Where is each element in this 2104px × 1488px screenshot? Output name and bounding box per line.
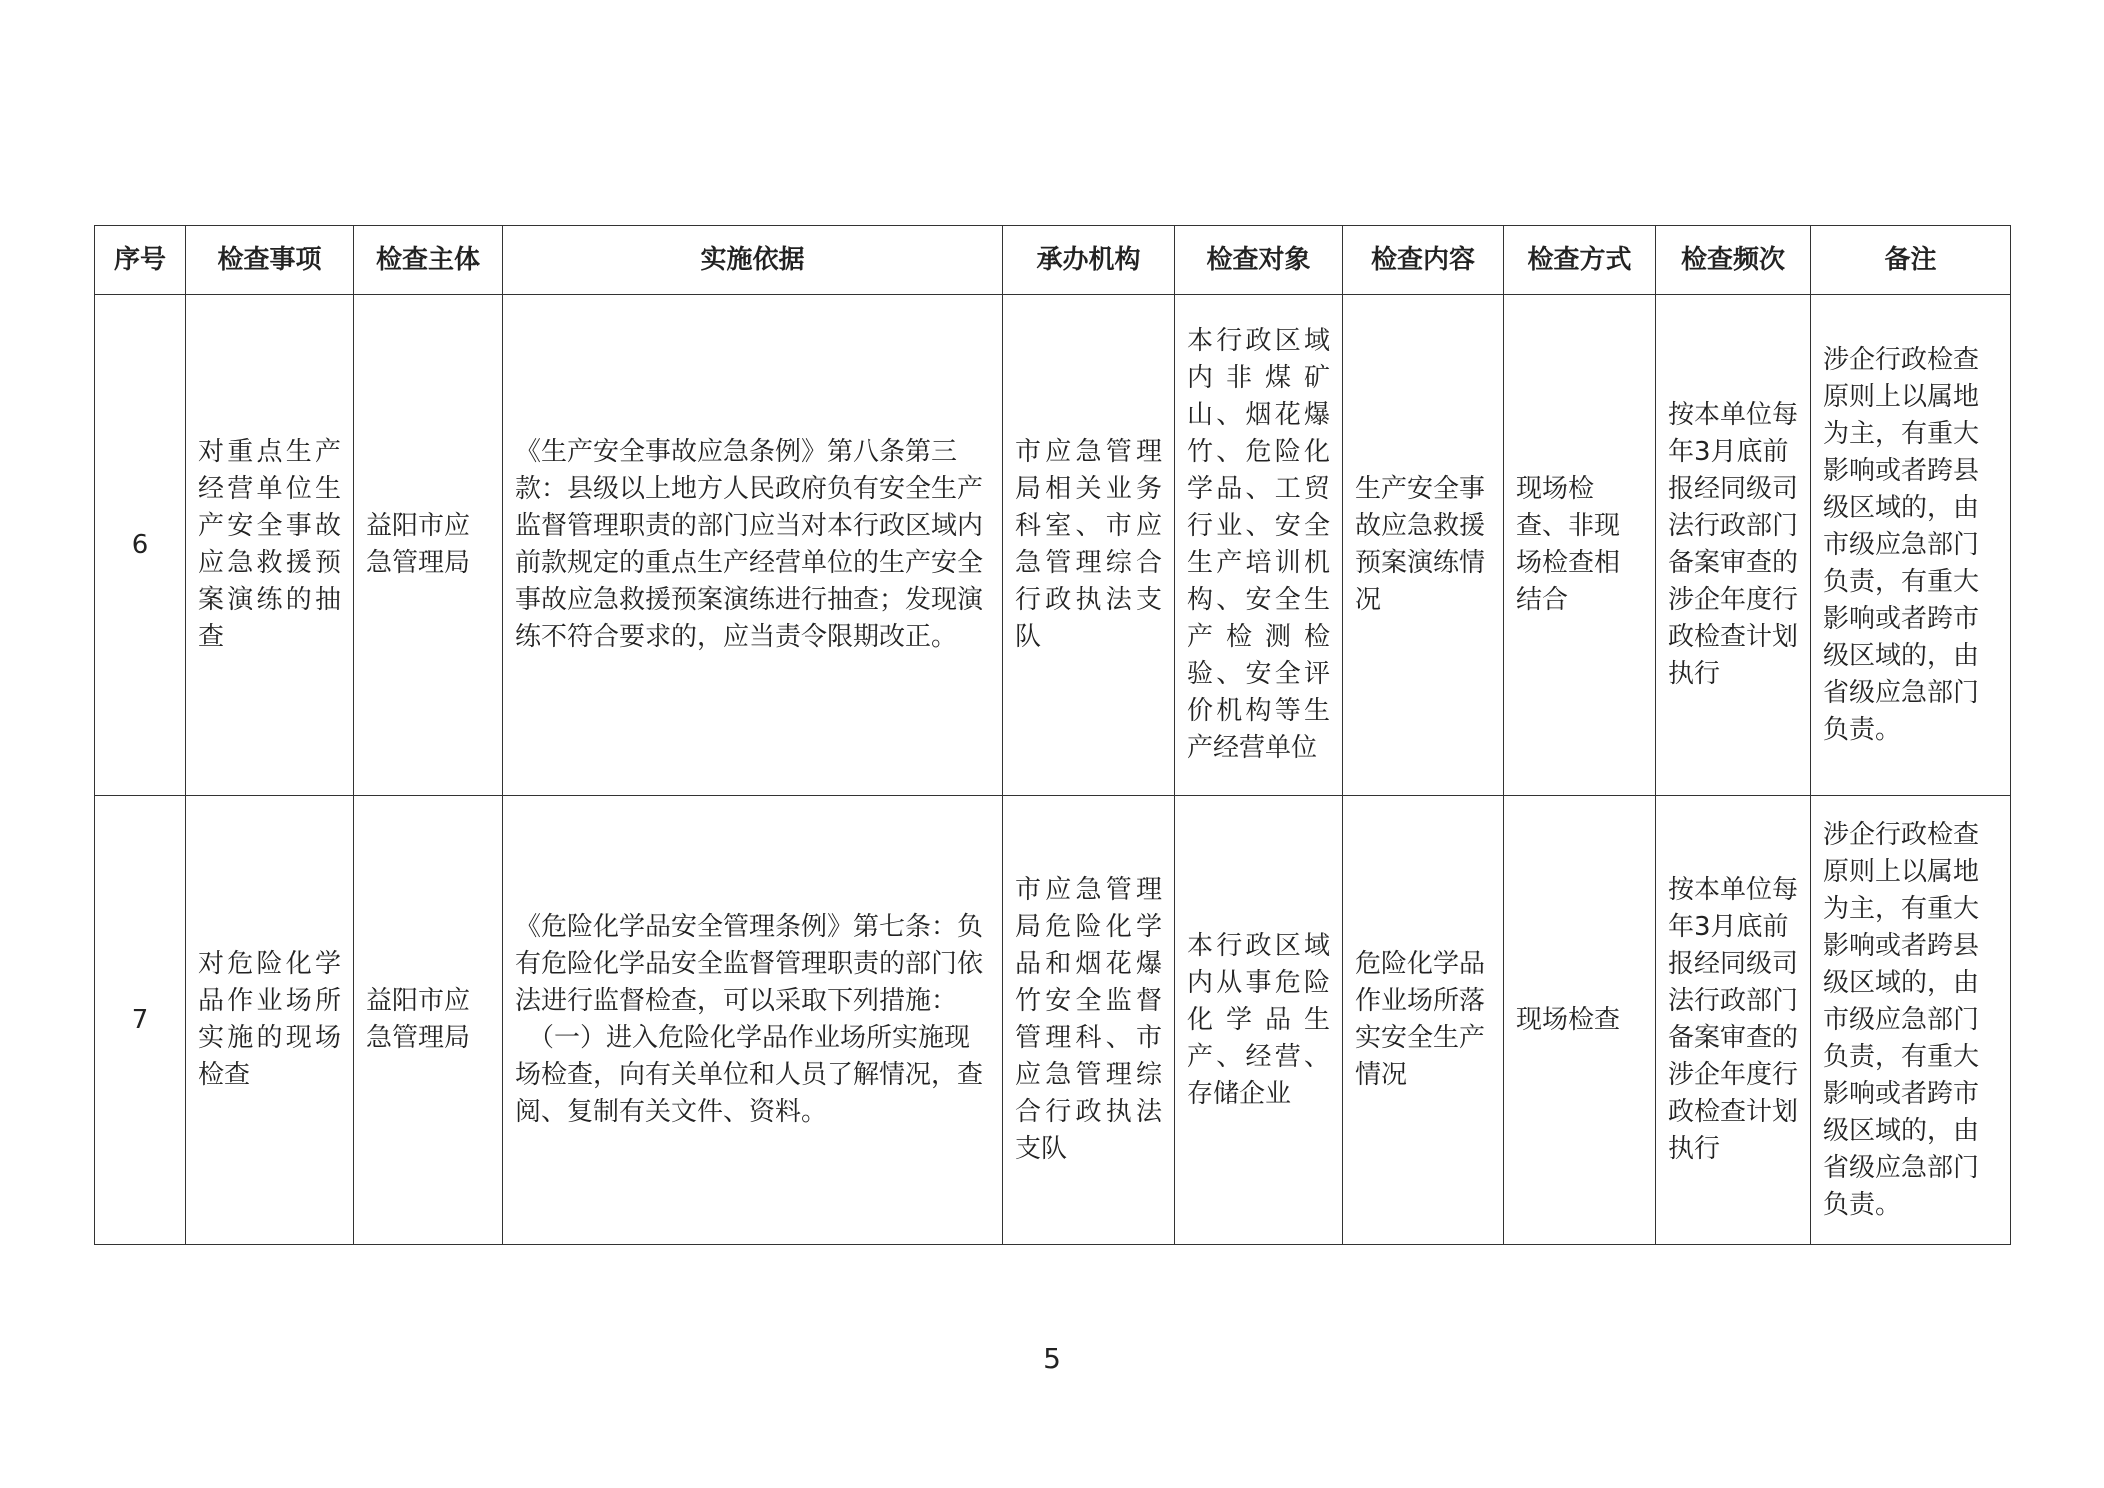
table-row [95, 796, 2011, 1245]
header-method: 检查方式 [1504, 226, 1656, 295]
cell-method: 现场检查 [1504, 796, 1656, 1245]
cell-content: 危险化学品作业场所落实安全生产情况 [1343, 796, 1504, 1245]
header-remark: 备注 [1811, 226, 2011, 295]
cell-agency: 市应急管理局危险化学品和烟花爆竹安全监督管理科、市应急管理综合行政执法支队 [1003, 796, 1175, 1245]
cell-agency: 市应急管理局相关业务科室、市应急管理综合行政执法支队 [1003, 295, 1175, 796]
cell-seq: 6 [95, 295, 186, 796]
cell-item: 对危险化学品作业场所实施的现场检查 [186, 796, 354, 1245]
cell-basis: 《危险化学品安全管理条例》第七条：负有危险化学品安全监督管理职责的部门依法进行监督检查，可以采取下列措施： （一）进入危险化学品作业场所实施现场检查，向有关单位和人员了解情况，查阅、复制有关文件、资料。 [503, 796, 1003, 1245]
cell-basis: 《生产安全事故应急条例》第八条第三款：县级以上地方人民政府负有安全生产监督管理职责的部门应当对本行政区域内前款规定的重点生产经营单位的生产安全事故应急救援预案演练进行抽查；发现演练不符合要求的，应当责令限期改正。 [503, 295, 1003, 796]
table-row [95, 295, 2011, 796]
cell-content: 生产安全事故应急救援预案演练情况 [1343, 295, 1504, 796]
cell-remark: 涉企行政检查原则上以属地为主，有重大影响或者跨县级区域的，由市级应急部门负责，有重大影响或者跨市级区域的，由省级应急部门负责。 [1811, 295, 2011, 796]
page-number: 5 [1043, 1342, 1061, 1375]
header-target: 检查对象 [1175, 226, 1343, 295]
header-item: 检查事项 [186, 226, 354, 295]
cell-seq: 7 [95, 796, 186, 1245]
header-subject: 检查主体 [354, 226, 503, 295]
cell-frequency: 按本单位每年3月底前报经同级司法行政部门备案审查的涉企年度行政检查计划执行 [1656, 796, 1811, 1245]
header-content: 检查内容 [1343, 226, 1504, 295]
cell-target: 本行政区域内非煤矿山、烟花爆竹、危险化学品、工贸行业、安全生产培训机构、安全生产检测检验、安全评价机构等生产经营单位 [1175, 295, 1343, 796]
cell-subject: 益阳市应急管理局 [354, 796, 503, 1245]
header-agency: 承办机构 [1003, 226, 1175, 295]
header-frequency: 检查频次 [1656, 226, 1811, 295]
table-header-row [95, 226, 2011, 295]
cell-remark: 涉企行政检查原则上以属地为主，有重大影响或者跨县级区域的，由市级应急部门负责，有重大影响或者跨市级区域的，由省级应急部门负责。 [1811, 796, 2011, 1245]
cell-method: 现场检查、非现场检查相结合 [1504, 295, 1656, 796]
inspection-table [94, 225, 2011, 1245]
cell-subject: 益阳市应急管理局 [354, 295, 503, 796]
cell-frequency: 按本单位每年3月底前报经同级司法行政部门备案审查的涉企年度行政检查计划执行 [1656, 295, 1811, 796]
cell-target: 本行政区域内从事危险化学品生产、经营、存储企业 [1175, 796, 1343, 1245]
cell-item: 对重点生产经营单位生产安全事故应急救援预案演练的抽查 [186, 295, 354, 796]
header-seq: 序号 [95, 226, 186, 295]
header-basis: 实施依据 [503, 226, 1003, 295]
